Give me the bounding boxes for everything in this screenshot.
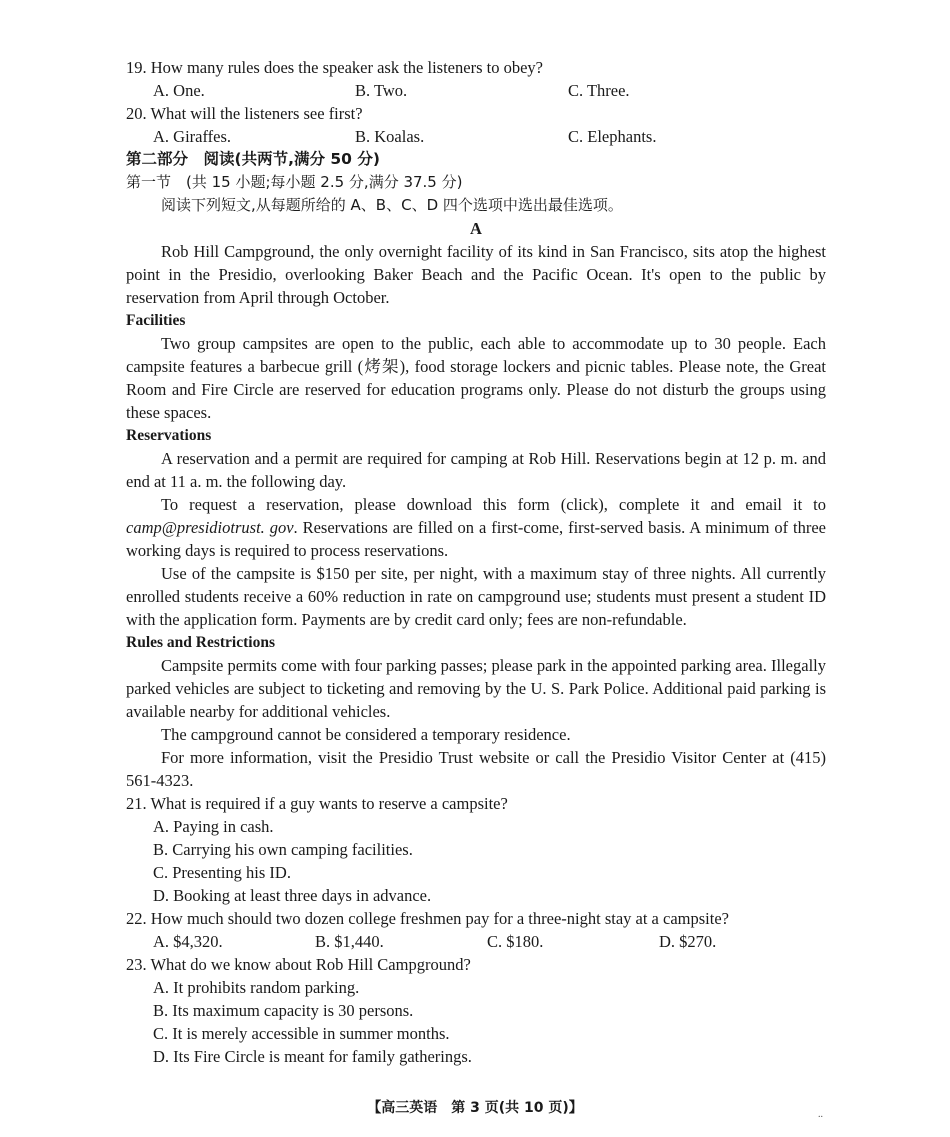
option-d: D. Booking at least three days in advance.: [153, 886, 432, 905]
question-23-stem: 23. What do we know about Rob Hill Campground?: [126, 955, 471, 974]
exam-page: [126, 56, 826, 1068]
reservations-heading: Reservations: [126, 427, 212, 444]
option-a: A. Paying in cash.: [153, 817, 274, 836]
option-c: C. It is merely accessible in summer months.: [153, 1024, 450, 1043]
option-b: B. Its maximum capacity is 30 persons.: [153, 1001, 414, 1020]
option-a: A. It prohibits random parking.: [153, 978, 360, 997]
email-address: camp@presidiotrust. gov: [126, 518, 294, 537]
question-20-options: [126, 125, 826, 148]
option-b: B. Carrying his own camping facilities.: [153, 840, 413, 859]
question-22-stem: 22. How much should two dozen college freshmen pay for a three-night stay at a campsite?: [126, 909, 729, 928]
question-22-options: [126, 930, 826, 953]
rules-paragraph-1: Campsite permits come with four parking passes; please park in the appointed parking area. Illegally parked vehicles are subject to ticketing and removing by the U. S. Park Police. Additional paid parking is available nearby for additional vehicles.: [126, 656, 826, 721]
option-c: C. $180.: [487, 932, 544, 951]
reservations-text-b: . Reservations are filled on a first-come, first-served basis. A minimum of three working days is required to process reservations.: [126, 518, 826, 560]
facilities-text: Two group campsites are open to the public, each able to accommodate up to 30 people. Each campsite features a barbecue grill (烤架), food storage lockers and picnic tables. Please note, the Great Room and Fire Circle are reserved for education programs only. Please do not disturb the groups using these spaces.: [126, 334, 826, 422]
reservations-paragraph-3: Use of the campsite is $150 per site, per night, with a maximum stay of three nights. All currently enrolled students receive a 60% reduction in rate on campground use; students must present a student ID with the application form. Payments are by credit card only; fees are non-refundable.: [126, 564, 826, 629]
option-c: C. Three.: [568, 81, 630, 100]
instruction: 阅读下列短文,从每题所给的 A、B、C、D 四个选项中选出最佳选项。: [161, 196, 623, 214]
reservations-text-a: To request a reservation, please download this form (click), complete it and email it to: [161, 495, 826, 514]
option-a: A. One.: [153, 81, 205, 100]
part-title: 第一节 (共 15 小题;每小题 2.5 分,满分 37.5 分): [126, 173, 463, 191]
option-a: A. Giraffes.: [153, 127, 232, 146]
option-d: D. Its Fire Circle is meant for family gatherings.: [153, 1047, 472, 1066]
option-c: C. Elephants.: [568, 127, 657, 146]
reservations-paragraph-1: A reservation and a permit are required for camping at Rob Hill. Reservations begin at 12 p. m. and end at 11 a. m. the following day.: [126, 449, 826, 491]
option-b: B. Koalas.: [355, 127, 425, 146]
rules-heading: Rules and Restrictions: [126, 634, 275, 651]
reservations-paragraph-2: [126, 493, 826, 562]
rules-paragraph-3: For more information, visit the Presidio Trust website or call the Presidio Visitor Center at (415) 561-4323.: [126, 748, 826, 790]
passage-label: A: [470, 219, 482, 238]
section-title: 第二部分 阅读(共两节,满分 50 分): [126, 150, 380, 168]
footer-text: 【高三英语 第 3 页(共 10 页)】: [367, 1100, 583, 1116]
corner-dots: ..: [818, 1109, 823, 1120]
page-footer: [0, 1097, 950, 1120]
facilities-heading: Facilities: [126, 312, 186, 329]
option-a: A. $4,320.: [153, 932, 223, 951]
question-19-options: [126, 79, 826, 102]
option-c: C. Presenting his ID.: [153, 863, 291, 882]
question-20-stem: 20. What will the listeners see first?: [126, 104, 363, 123]
question-19-stem: 19. How many rules does the speaker ask the listeners to obey?: [126, 58, 543, 77]
option-b: B. $1,440.: [315, 932, 384, 951]
rules-paragraph-2: The campground cannot be considered a temporary residence.: [161, 725, 571, 744]
passage-intro: Rob Hill Campground, the only overnight facility of its kind in San Francisco, sits atop the highest point in the Presidio, overlooking Baker Beach and the Pacific Ocean. It's open to the public by reservation from April through October.: [126, 242, 826, 307]
option-b: B. Two.: [355, 81, 408, 100]
question-21-stem: 21. What is required if a guy wants to reserve a campsite?: [126, 794, 508, 813]
option-d: D. $270.: [659, 932, 717, 951]
